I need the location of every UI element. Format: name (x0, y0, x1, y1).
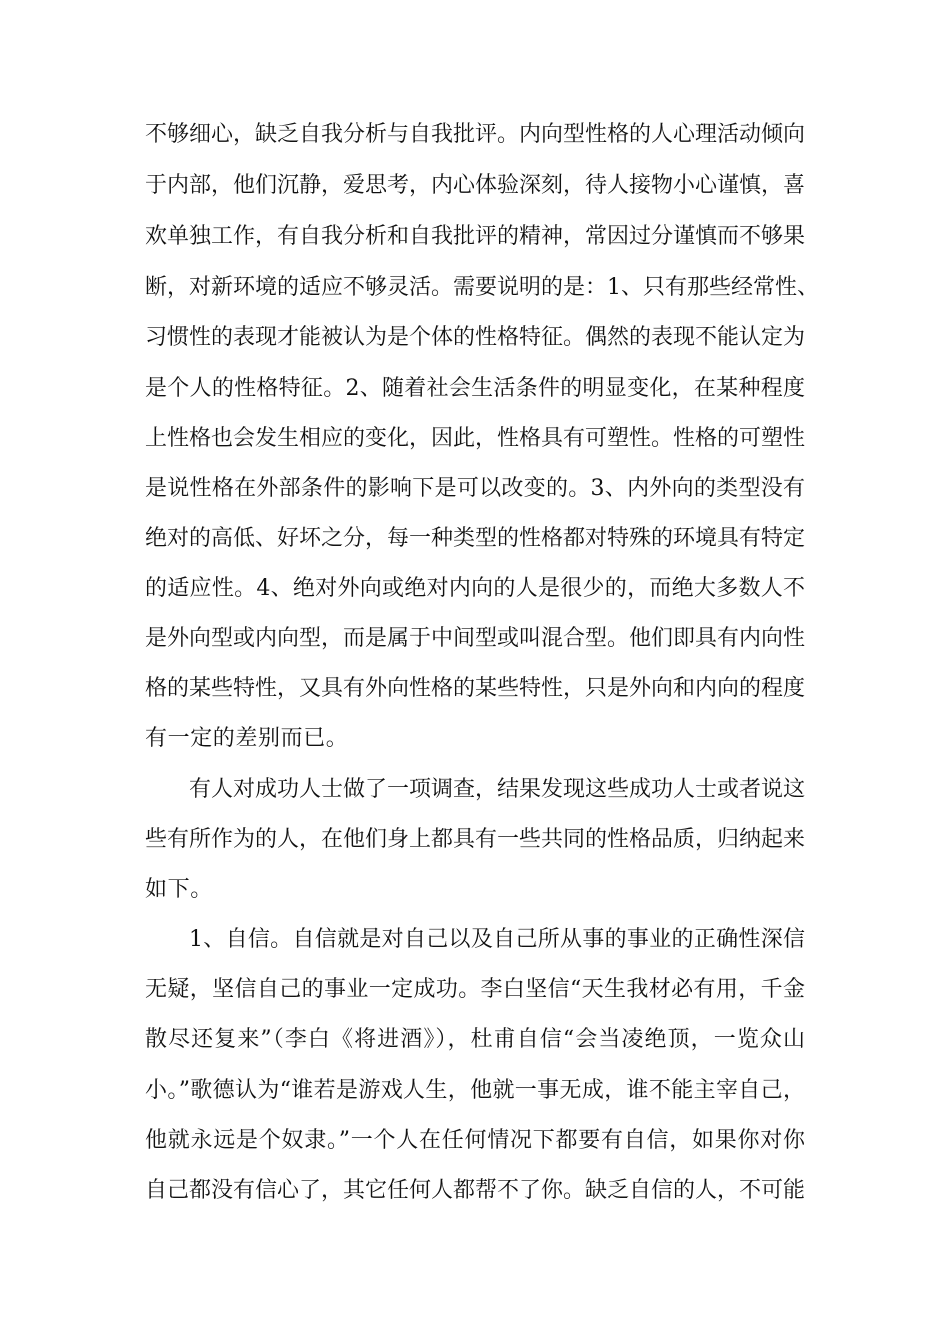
text-line: 习惯性的表现才能被认为是个体的性格特征。偶然的表现不能认定为 (145, 325, 806, 350)
text-line: 无疑，坚信自己的事业一定成功。李白坚信“天生我材必有用，千金 (145, 977, 805, 1002)
text-line: 些有所作为的人，在他们身上都具有一些共同的性格品质，归纳起来 (145, 827, 806, 852)
text-line: 格的某些特性，又具有外向性格的某些特性，只是外向和内向的程度 (145, 676, 806, 701)
paragraph-first-line: 1、自信。自信就是对自己以及自己所从事的事业的正确性深信 (189, 927, 805, 952)
text-line: 的适应性。4、绝对外向或绝对内向的人是很少的，而绝大多数人不 (145, 576, 805, 601)
text-line: 小。”歌德认为“谁若是游戏人生，他就一事无成，谁不能主宰自己， (145, 1078, 805, 1103)
text-line: 是外向型或内向型，而是属于中间型或叫混合型。他们即具有内向性 (145, 626, 806, 651)
text-line: 有一定的差别而已。 (145, 726, 349, 751)
text-line: 不够细心，缺乏自我分析与自我批评。内向型性格的人心理活动倾向 (145, 122, 806, 147)
text-line: 上性格也会发生相应的变化，因此，性格具有可塑性。性格的可塑性 (145, 426, 806, 451)
paragraph-first-line: 有人对成功人士做了一项调查，结果发现这些成功人士或者说这 (189, 777, 806, 802)
text-line: 欢单独工作，有自我分析和自我批评的精神，常因过分谨慎而不够果 (145, 224, 806, 249)
text-line: 于内部，他们沉静，爱思考，内心体验深刻，待人接物小心谨慎，喜 (145, 173, 806, 198)
text-line: 是说性格在外部条件的影响下是可以改变的。3、内外向的类型没有 (145, 476, 805, 501)
text-line: 如下。 (145, 877, 213, 902)
text-line: 散尽还复来”（李白《将进酒》），杜甫自信“会当凌绝顶，一览众山 (145, 1027, 805, 1052)
text-line: 自己都没有信心了，其它任何人都帮不了你。缺乏自信的人，不可能 (145, 1178, 806, 1203)
text-line: 他就永远是个奴隶。”一个人在任何情况下都要有自信，如果你对你 (145, 1128, 805, 1153)
text-line: 绝对的高低、好坏之分，每一种类型的性格都对特殊的环境具有特定 (145, 526, 806, 551)
text-line: 断，对新环境的适应不够灵活。需要说明的是：1、只有那些经常性、 (145, 275, 819, 300)
text-line: 是个人的性格特征。2、随着社会生活条件的明显变化，在某种程度 (145, 376, 805, 401)
